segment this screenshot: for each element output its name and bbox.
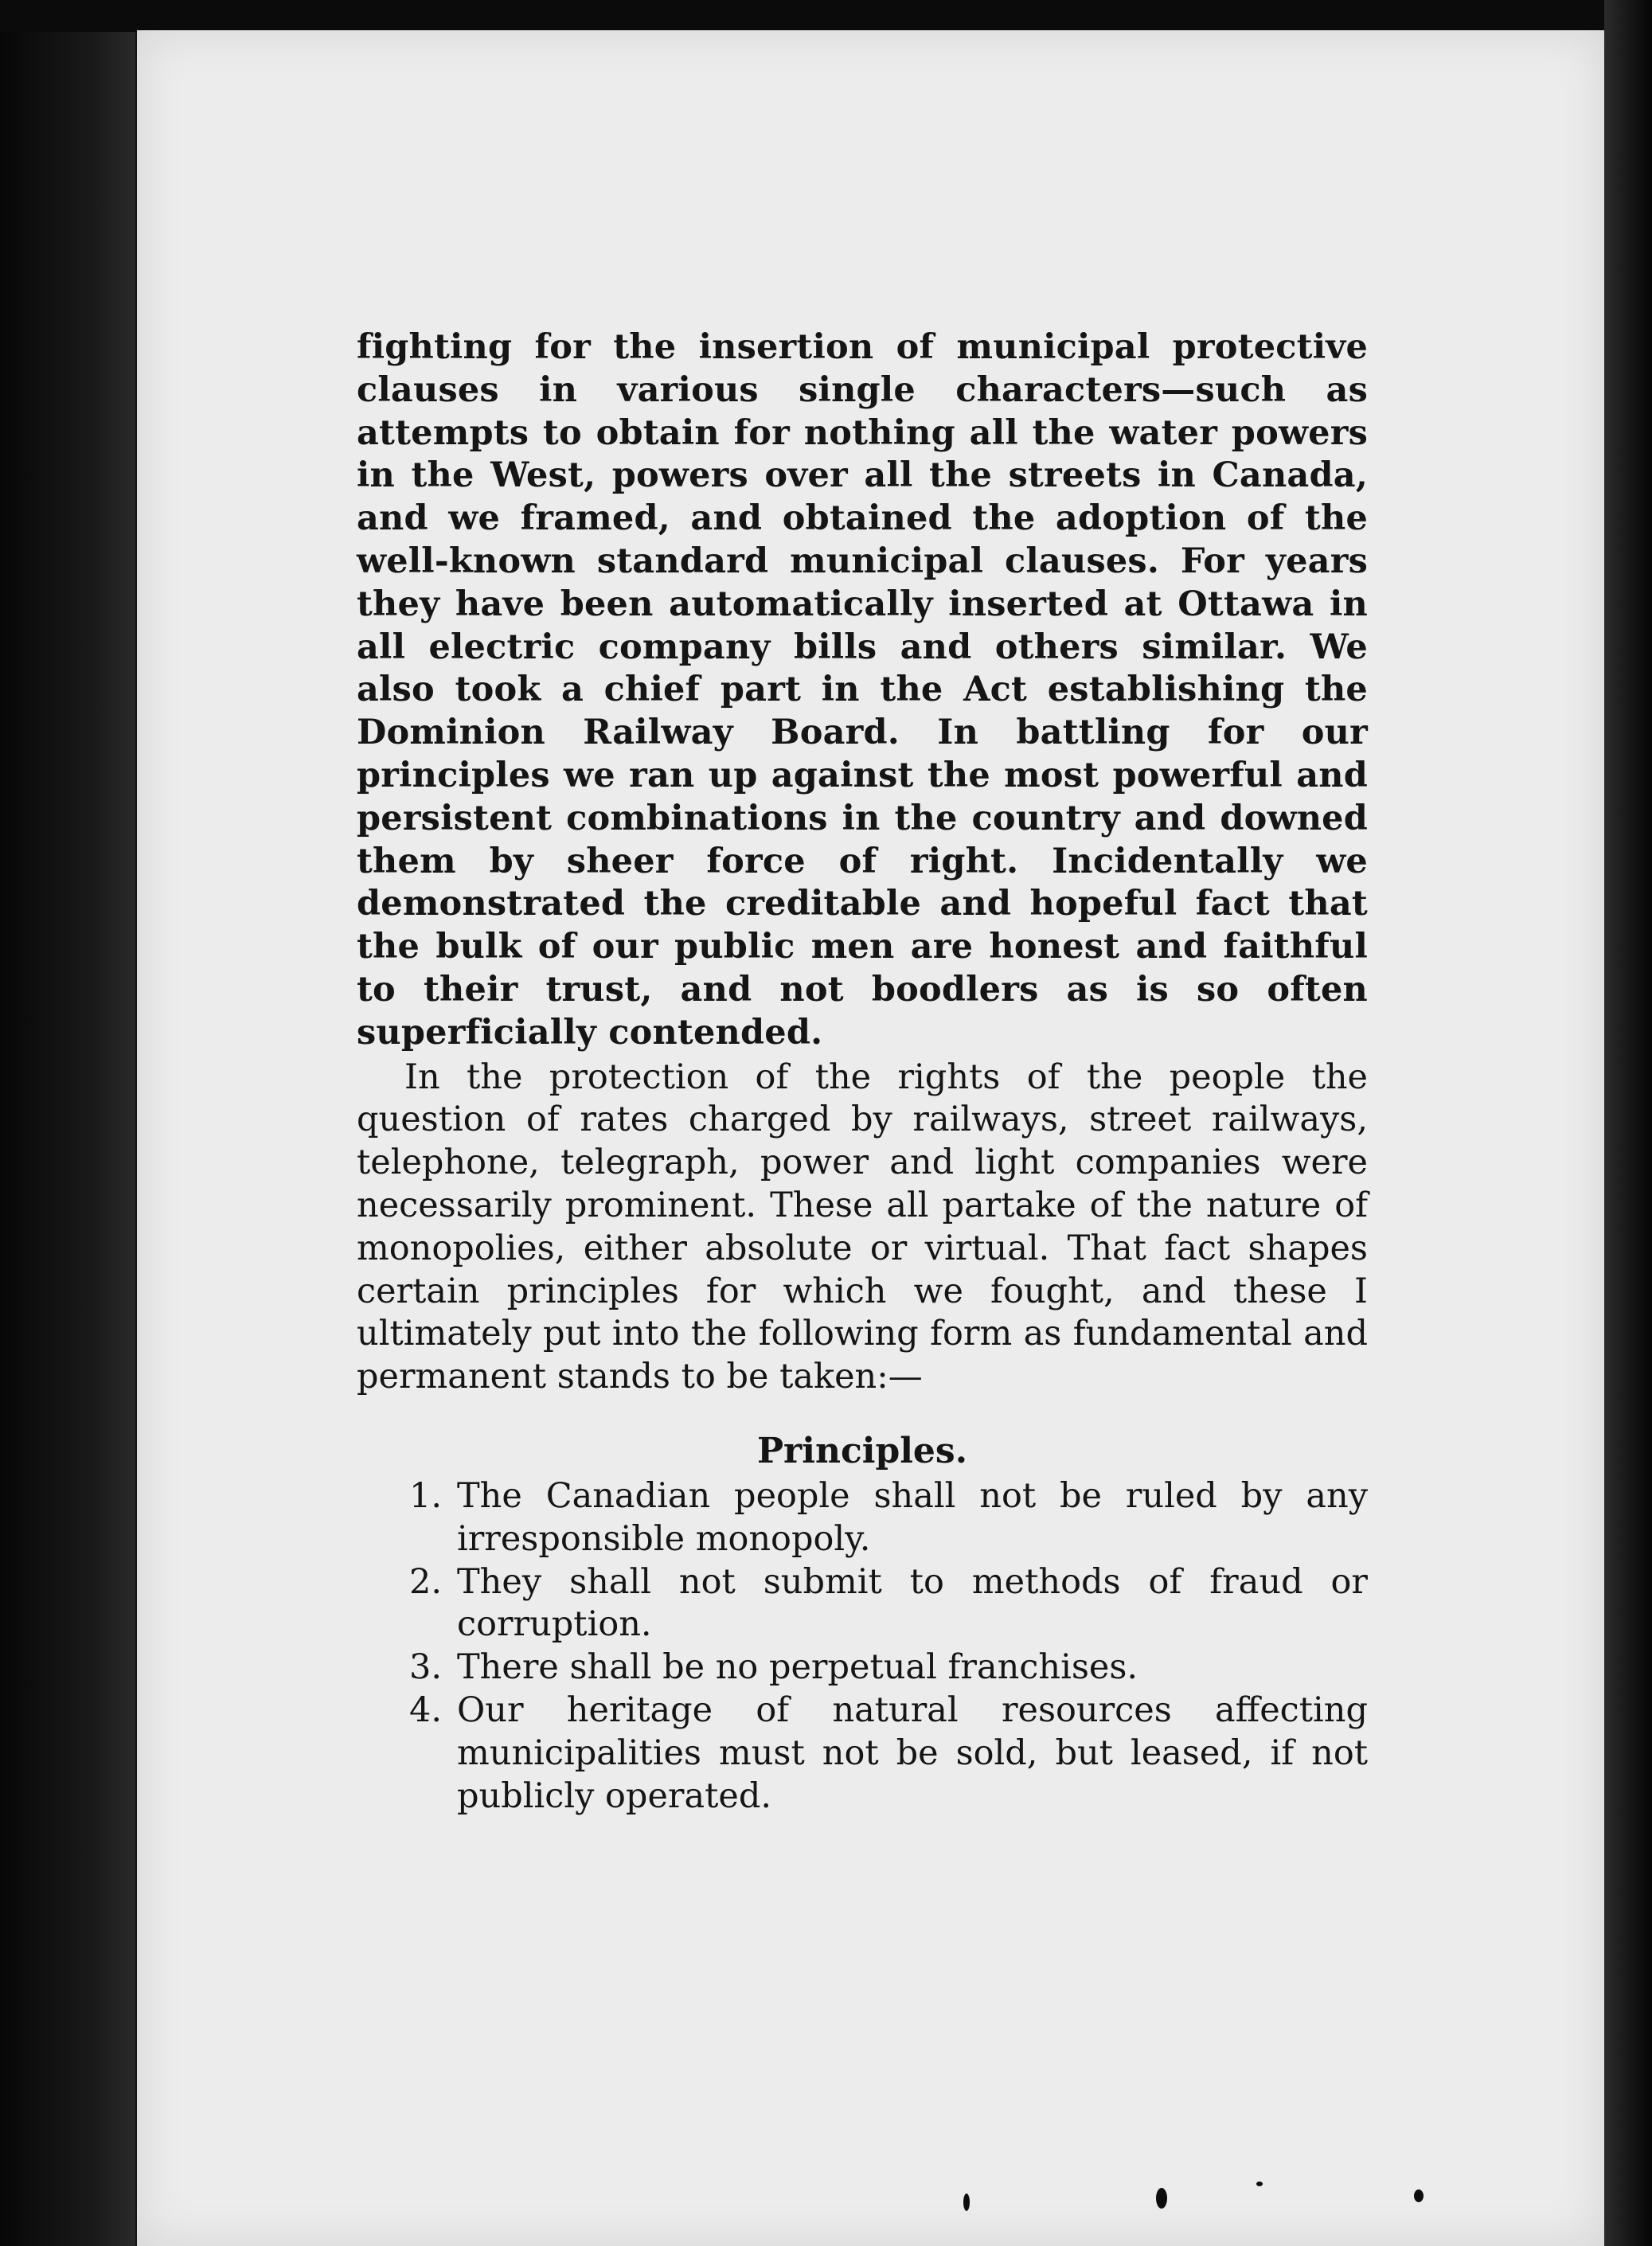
principle-item [357,1561,1368,1647]
scan-dark-margin-left [0,0,135,2246]
principle-item [357,1689,1368,1818]
scan-speck [1414,2189,1424,2202]
principle-text: There shall be no perpetual franchises. [457,1647,1138,1688]
paragraph: fighting for the insertion of municipal protective clauses in various single characters—such as attempts to obtain for nothing all the water powers in the West, powers over all the streets in Canada, and we framed, and obtained the adoption of the well-known standard municipal clauses. For years they have been automatically inserted at Ottawa in all electric company bills and others similar. We also took a chief part in the Act establishing the Dominion Railway Board. In battling for our principles we ran up against the most powerful and persistent combinations in the country and downed them by sheer force of right. Incidentally we demonstrated the creditable and hopeful fact that the bulk of our public men are honest and faithful to their trust, and not boodlers as is so often superficially contended. [357,327,1368,1053]
principle-text: Our heritage of natural resources affecting municipalities must not be sold, but leased, if not publicly operated. [457,1689,1368,1816]
scan-speck [1156,2188,1167,2209]
scan-dark-margin-right [1604,0,1652,2246]
scan-dark-margin-top [0,0,1652,32]
principles-heading: Principles. [756,1430,968,1471]
principle-number: 4. [409,1689,443,1730]
principle-item [357,1475,1368,1561]
paragraph: In the protection of the rights of the people the question of rates charged by railways, street railways, telephone, telegraph, power and light companies were necessarily prominent. These all partake of the nature of monopolies, either absolute or virtual. That fact shapes certain principles for which we fought, and these I ultimately put into the following form as fundamental and permanent stands to be taken:— [357,1057,1368,1397]
principle-text: They shall not submit to methods of fraud or corruption. [457,1561,1368,1645]
scan-speck [963,2193,970,2211]
body-text [357,326,1368,1818]
principle-number: 1. [409,1475,443,1516]
principle-text: The Canadian people shall not be ruled by any irresponsible monopoly. [457,1475,1368,1559]
principle-item [357,1646,1368,1689]
scan-speck [1256,2182,1263,2186]
principle-number: 2. [409,1561,443,1602]
principle-number: 3. [409,1647,443,1688]
